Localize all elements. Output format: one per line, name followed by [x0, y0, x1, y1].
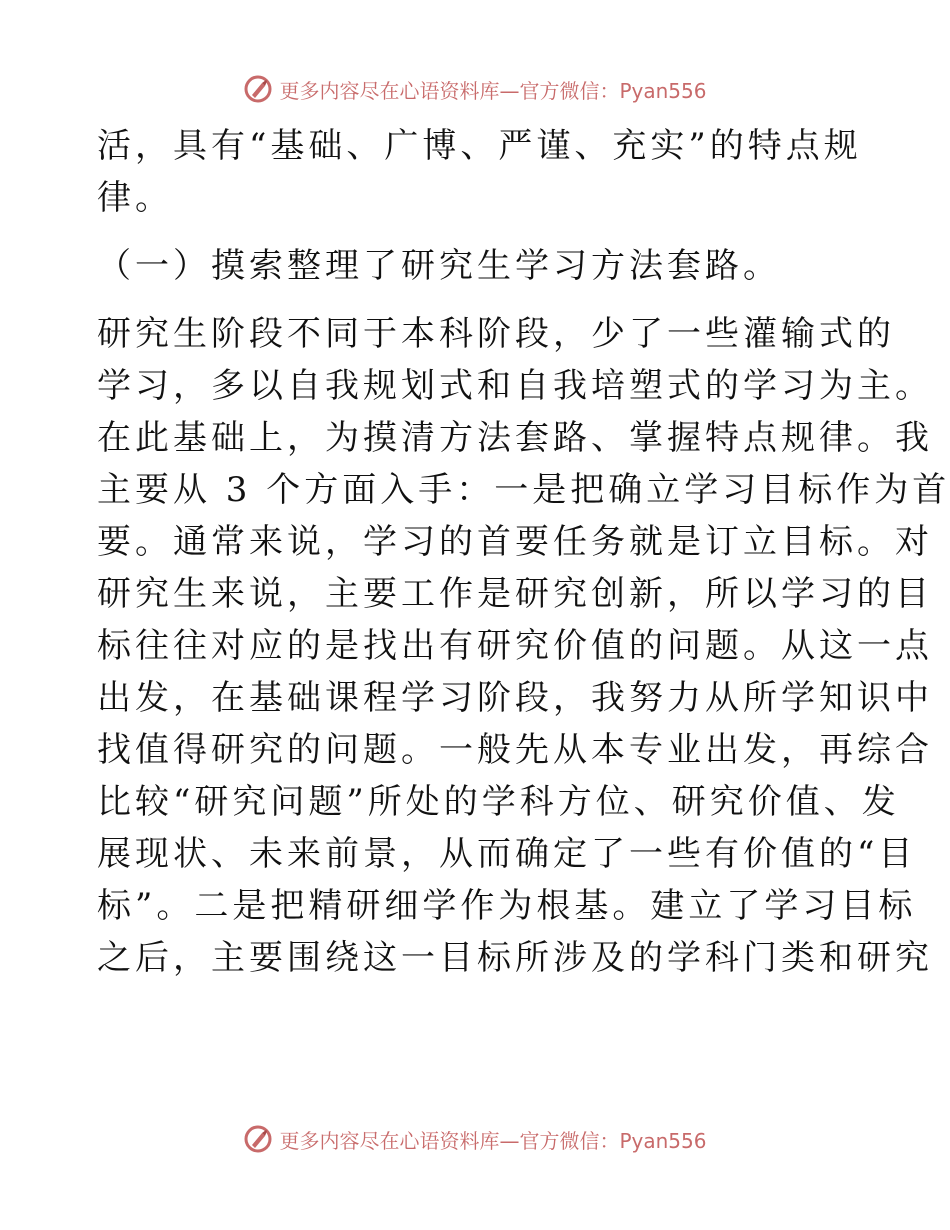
- text-line: 标”。二是把精研细学作为根基。建立了学习目标: [97, 886, 917, 926]
- text-line: 要。通常来说，学习的首要任务就是订立目标。对: [97, 522, 933, 562]
- watermark-text: 更多内容尽在心语资料库—官方微信：Pyan556: [279, 1128, 707, 1153]
- document-body: [97, 120, 950, 984]
- pen-nib-icon: [243, 1124, 273, 1154]
- text-line: 展现状、未来前景，从而确定了一些有价值的“目: [97, 834, 917, 874]
- text-line: 之后，主要围绕这一目标所涉及的学科门类和研究: [97, 938, 933, 978]
- text-line: 出发，在基础课程学习阶段，我努力从所学知识中: [97, 678, 933, 718]
- watermark-header: [0, 74, 950, 104]
- text-line: 学习，多以自我规划式和自我培塑式的学习为主。: [97, 366, 933, 406]
- text-line: 标往往对应的是找出有研究价值的问题。从这一点: [97, 626, 933, 666]
- text-line: 活，具有“基础、广博、严谨、充实”的特点规: [97, 126, 862, 166]
- text-line: 研究生来说，主要工作是研究创新，所以学习的目: [97, 574, 933, 614]
- pen-nib-icon: [243, 74, 273, 104]
- text-line: 在此基础上，为摸清方法套路、掌握特点规律。我: [97, 418, 933, 458]
- text-line: 比较“研究问题”所处的学科方位、研究价值、发: [97, 782, 900, 822]
- text-line: 主要从 3 个方面入手：一是把确立学习目标作为首: [97, 470, 950, 510]
- text-line: 律。: [97, 178, 173, 218]
- text-line: 研究生阶段不同于本科阶段，少了一些灌输式的: [97, 314, 895, 354]
- watermark-footer: [0, 1124, 950, 1154]
- section-heading: （一）摸索整理了研究生学习方法套路。: [97, 246, 781, 286]
- text-line: 找值得研究的问题。一般先从本专业出发，再综合: [97, 730, 933, 770]
- watermark-text: 更多内容尽在心语资料库—官方微信：Pyan556: [279, 78, 707, 103]
